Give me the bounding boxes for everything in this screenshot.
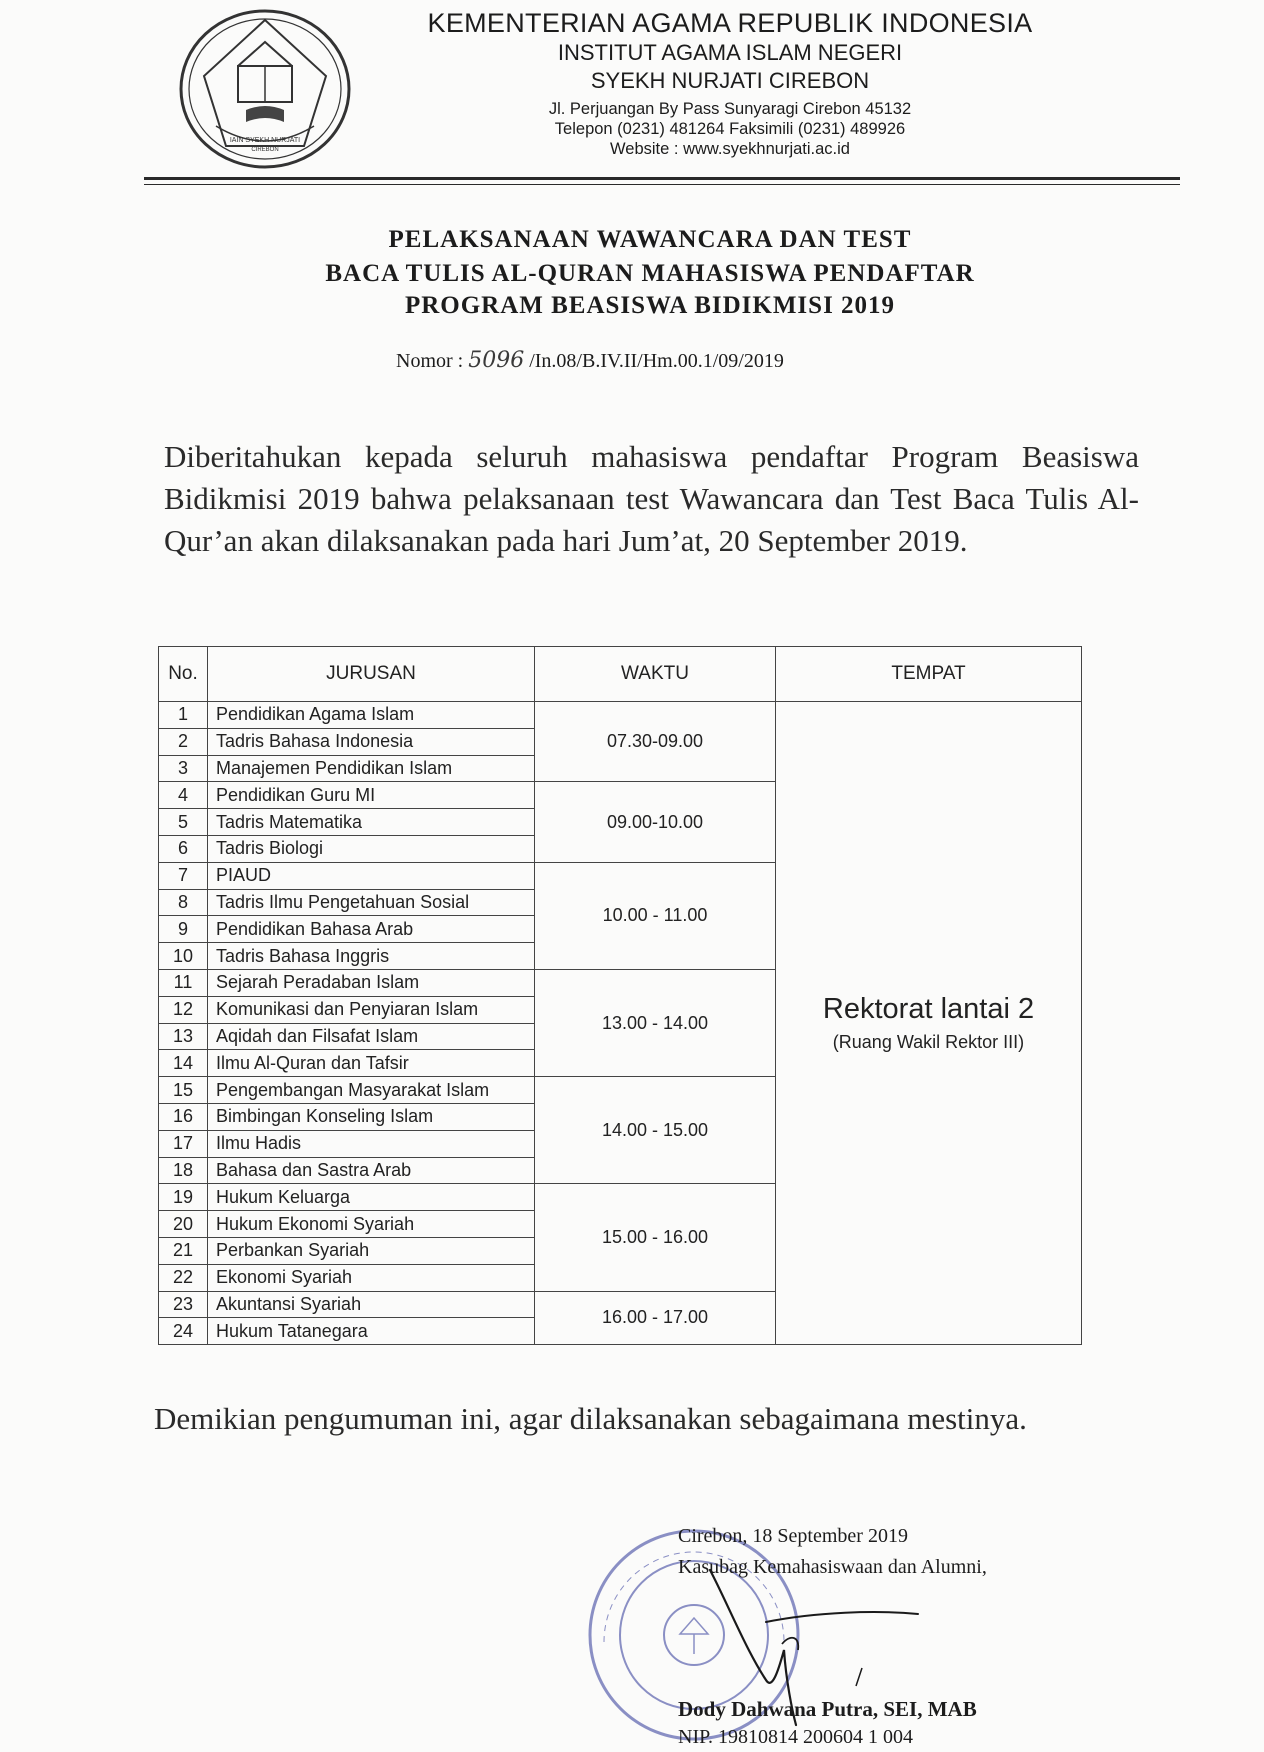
table-header-row [159, 647, 1082, 702]
waktu-slot: 16.00 - 17.00 [535, 1291, 776, 1345]
document-title-line-3: PROGRAM BEASISWA BIDIKMISI 2019 [404, 292, 896, 319]
row-jurusan: Ilmu Hadis [208, 1130, 535, 1157]
row-no: 9 [159, 916, 208, 943]
row-no: 1 [159, 702, 208, 729]
table-row [159, 702, 1082, 729]
row-jurusan: Tadris Bahasa Indonesia [208, 728, 535, 755]
row-no: 13 [159, 1023, 208, 1050]
row-jurusan: Hukum Ekonomi Syariah [208, 1211, 535, 1238]
row-jurusan: Tadris Biologi [208, 835, 535, 862]
row-no: 6 [159, 835, 208, 862]
row-no: 11 [159, 969, 208, 996]
signer-name: Dody Dahwana Putra, SEI, MAB [678, 1697, 977, 1721]
row-no: 2 [159, 728, 208, 755]
campus-name: SYEKH NURJATI CIREBON [590, 68, 870, 93]
row-no: 10 [159, 943, 208, 970]
header-no: No. [159, 647, 208, 702]
row-no: 15 [159, 1077, 208, 1104]
row-jurusan: Bimbingan Konseling Islam [208, 1103, 535, 1130]
waktu-slot: 13.00 - 14.00 [535, 969, 776, 1076]
row-no: 18 [159, 1157, 208, 1184]
row-jurusan: Pendidikan Guru MI [208, 782, 535, 809]
reference-number [396, 348, 784, 373]
document-title-line-1: PELAKSANAAN WAWANCARA DAN TEST [388, 226, 912, 253]
letterhead-rule-thin [144, 184, 1180, 185]
row-jurusan: Tadris Ilmu Pengetahuan Sosial [208, 889, 535, 916]
nomor-handwritten-number: 5096 [468, 348, 525, 373]
signer-nip: NIP. 19810814 200604 1 004 [678, 1726, 914, 1748]
header-waktu: WAKTU [535, 647, 776, 702]
row-no: 7 [159, 862, 208, 889]
row-jurusan: Tadris Bahasa Inggris [208, 943, 535, 970]
row-no: 20 [159, 1211, 208, 1238]
waktu-slot: 14.00 - 15.00 [535, 1077, 776, 1184]
row-no: 12 [159, 996, 208, 1023]
row-jurusan: Hukum Tatanegara [208, 1318, 535, 1345]
row-jurusan: PIAUD [208, 862, 535, 889]
intro-paragraph: Diberitahukan kepada seluruh mahasiswa pendaftar Program Beasiswa Bidikmisi 2019 bahwa pelaksanaan test Wawancara dan Test Baca Tulis Al-Qur’an akan dilaksanakan pada hari Jum’at, 20 September 2019. [164, 439, 1139, 558]
waktu-slot: 09.00-10.00 [535, 782, 776, 862]
signer-role: Kasubag Kemahasiswaan dan Alumni, [678, 1556, 987, 1578]
schedule-table [158, 646, 1082, 1345]
row-jurusan: Pengembangan Masyarakat Islam [208, 1077, 535, 1104]
row-no: 16 [159, 1103, 208, 1130]
row-jurusan: Akuntansi Syariah [208, 1291, 535, 1318]
institute-name: INSTITUT AGAMA ISLAM NEGERI [557, 40, 903, 65]
nomor-code: /In.08/B.IV.II/Hm.00.1/09/2019 [529, 350, 784, 372]
letterhead-rule [144, 177, 1180, 180]
row-jurusan: Pendidikan Bahasa Arab [208, 916, 535, 943]
svg-text:IAIN SYEKH NURJATI: IAIN SYEKH NURJATI [229, 137, 301, 144]
row-no: 23 [159, 1291, 208, 1318]
tempat-sub: (Ruang Wakil Rektor III) [832, 1032, 1025, 1053]
waktu-slot: 15.00 - 16.00 [535, 1184, 776, 1291]
row-jurusan: Komunikasi dan Penyiaran Islam [208, 996, 535, 1023]
row-jurusan: Pendidikan Agama Islam [208, 702, 535, 729]
row-jurusan: Ilmu Al-Quran dan Tafsir [208, 1050, 535, 1077]
row-jurusan: Perbankan Syariah [208, 1237, 535, 1264]
row-no: 21 [159, 1237, 208, 1264]
nomor-label: Nomor : [396, 350, 464, 372]
row-no: 5 [159, 809, 208, 836]
row-no: 14 [159, 1050, 208, 1077]
tempat-cell [776, 702, 1082, 1345]
institution-logo-icon [176, 6, 354, 172]
row-no: 22 [159, 1264, 208, 1291]
closing-paragraph: Demikian pengumuman ini, agar dilaksanakan sebagaimana mestinya. [154, 1401, 1027, 1436]
row-jurusan: Tadris Matematika [208, 809, 535, 836]
tempat-main: Rektorat lantai 2 [822, 993, 1035, 1026]
document-title-line-2: BACA TULIS AL-QURAN MAHASISWA PENDAFTAR [325, 260, 975, 287]
ministry-name: KEMENTERIAN AGAMA REPUBLIK INDONESIA [427, 8, 1033, 38]
row-jurusan: Sejarah Peradaban Islam [208, 969, 535, 996]
row-no: 17 [159, 1130, 208, 1157]
waktu-slot: 10.00 - 11.00 [535, 862, 776, 969]
row-jurusan: Hukum Keluarga [208, 1184, 535, 1211]
row-jurusan: Bahasa dan Sastra Arab [208, 1157, 535, 1184]
phone: Telepon (0231) 481264 Faksimili (0231) 489926 [554, 120, 906, 138]
signature-date: Cirebon, 18 September 2019 [678, 1525, 908, 1547]
row-jurusan: Ekonomi Syariah [208, 1264, 535, 1291]
row-no: 3 [159, 755, 208, 782]
row-no: 4 [159, 782, 208, 809]
waktu-slot: 07.30-09.00 [535, 702, 776, 782]
row-no: 8 [159, 889, 208, 916]
header-tempat: TEMPAT [776, 647, 1082, 702]
svg-text:CIREBON: CIREBON [251, 147, 279, 153]
website: Website : www.syekhnurjati.ac.id [610, 140, 850, 158]
row-jurusan: Manajemen Pendidikan Islam [208, 755, 535, 782]
row-no: 19 [159, 1184, 208, 1211]
address: Jl. Perjuangan By Pass Sunyaragi Cirebon 45132 [548, 100, 912, 118]
row-jurusan: Aqidah dan Filsafat Islam [208, 1023, 535, 1050]
row-no: 24 [159, 1318, 208, 1345]
header-jurusan: JURUSAN [208, 647, 535, 702]
